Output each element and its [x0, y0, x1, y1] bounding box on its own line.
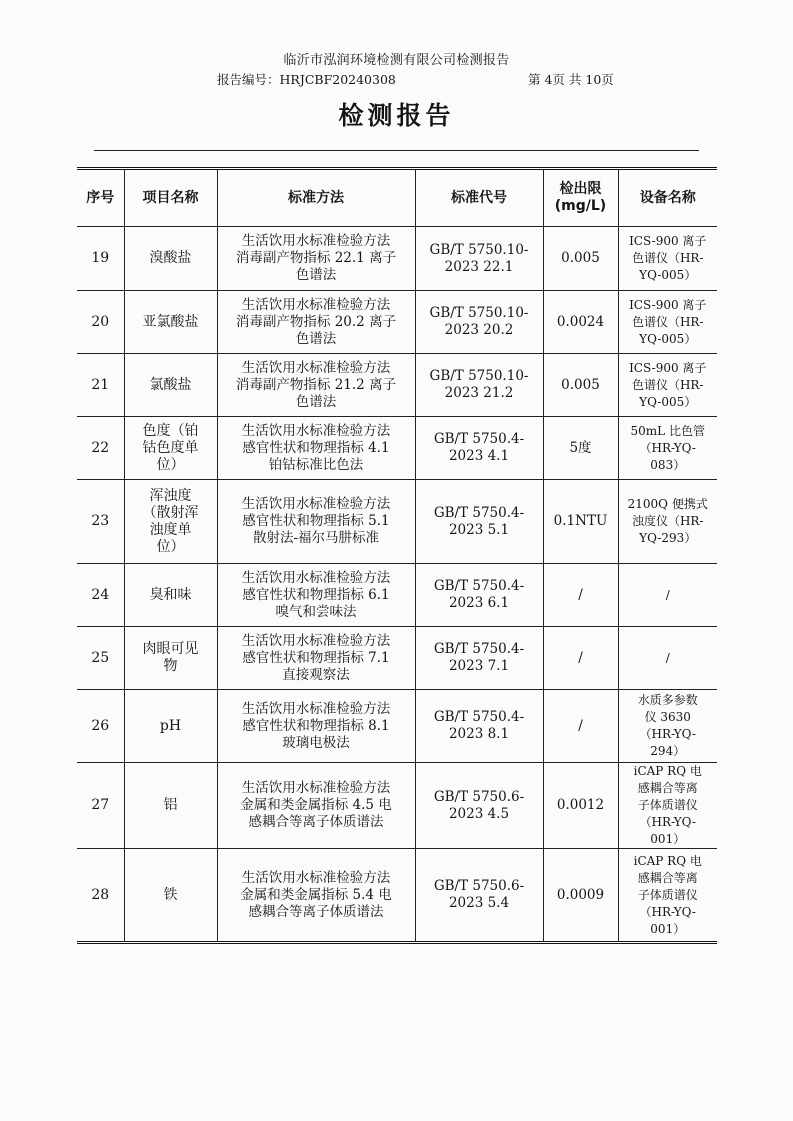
cell-standard-code [415, 564, 543, 627]
cell-standard-code [415, 417, 543, 480]
code-line: GB/T 5750.4- [433, 709, 525, 725]
cell-detection-limit: 5度 [543, 417, 618, 480]
cell-detection-limit: / [543, 627, 618, 690]
cell-standard-method [217, 227, 415, 291]
cell-equipment [618, 763, 717, 849]
test-items-table [77, 167, 717, 944]
equipment-line: 子体质谱仪 [637, 887, 698, 902]
cell-detection-limit: 0.1NTU [543, 480, 618, 564]
item-name-line: （散射浑 [142, 504, 199, 521]
item-name-line: 肉眼可见 [142, 641, 199, 657]
cell-equipment [618, 690, 717, 763]
cell-standard-method [217, 690, 415, 763]
item-name-line: 物 [163, 658, 178, 674]
method-line: 色谱法 [295, 330, 337, 347]
method-line: 生活饮用水标准检验方法 [241, 359, 391, 376]
cell-standard-code [415, 227, 543, 291]
cell-equipment [618, 354, 717, 417]
col-header-item-name: 项目名称 [124, 169, 217, 227]
cell-detection-limit: 0.005 [543, 227, 618, 291]
item-name-line: 氯酸盐 [149, 376, 192, 393]
cell-standard-method [217, 564, 415, 627]
cell-standard-method [217, 763, 415, 849]
table-row [77, 763, 717, 849]
equipment-line: 083） [650, 457, 686, 472]
code-line: 2023 8.1 [448, 726, 510, 742]
table-body [77, 227, 717, 943]
cell-detection-limit: / [543, 690, 618, 763]
table-row [77, 480, 717, 564]
cell-serial-no: 23 [77, 480, 124, 564]
item-name-line: 位） [156, 456, 185, 473]
cell-standard-code [415, 763, 543, 849]
equipment-line: 仪 3630 [644, 710, 691, 724]
equipment-line: ICS-900 离子 [629, 297, 707, 312]
method-line: 玻璃电极法 [282, 734, 350, 751]
col-header-equipment: 设备名称 [618, 169, 717, 227]
equipment-line: ICS-900 离子 [629, 234, 707, 248]
cell-item-name [124, 417, 217, 480]
report-number: 报告编号：HRJCBF20240308 [217, 72, 396, 87]
cell-standard-code [415, 354, 543, 417]
equipment-line: 色谱仪（HR- [631, 314, 704, 329]
cell-item-name [124, 227, 217, 291]
cell-standard-code [415, 291, 543, 354]
cell-standard-method [217, 849, 415, 943]
method-line: 感官性状和物理指标 8.1 [242, 717, 390, 734]
method-line: 感官性状和物理指标 4.1 [242, 439, 390, 456]
cell-equipment [618, 480, 717, 564]
code-line: 2023 5.1 [448, 521, 510, 538]
cell-standard-code [415, 480, 543, 564]
equipment-line: 子体质谱仪 [637, 798, 698, 812]
method-line: 消毒副产物指标 20.2 离子 [235, 313, 397, 330]
method-line: 感官性状和物理指标 5.1 [242, 513, 390, 529]
cell-serial-no: 25 [77, 627, 124, 690]
method-line: 生活饮用水标准检验方法 [241, 233, 391, 249]
table-row [77, 564, 717, 627]
cell-item-name [124, 480, 217, 564]
table-row [77, 690, 717, 763]
cell-standard-code [415, 627, 543, 690]
method-line: 消毒副产物指标 22.1 离子 [235, 250, 397, 266]
cell-detection-limit: 0.0012 [543, 763, 618, 849]
code-line: GB/T 5750.10- [429, 368, 529, 384]
equipment-line: （HR-YQ- [639, 904, 696, 919]
method-line: 消毒副产物指标 21.2 离子 [235, 376, 397, 393]
code-line: GB/T 5750.4- [433, 431, 525, 447]
code-line: GB/T 5750.6- [433, 878, 525, 894]
item-name-line: 溴酸盐 [149, 250, 192, 266]
table-row [77, 627, 717, 690]
table-row [77, 849, 717, 943]
method-line: 金属和类金属指标 5.4 电 [240, 886, 392, 903]
code-line: GB/T 5750.4- [433, 504, 525, 521]
detection-limit-label: 检出限 [559, 181, 602, 197]
equipment-line: （HR-YQ- [639, 440, 696, 455]
equipment-line: YQ-005） [639, 331, 697, 346]
cell-detection-limit: 0.005 [543, 354, 618, 417]
code-line: GB/T 5750.10- [429, 241, 529, 258]
method-line: 散射法-福尔马肼标准 [252, 530, 380, 546]
method-line: 感耦合等离子体质谱法 [248, 814, 384, 830]
cell-standard-method [217, 480, 415, 564]
code-line: GB/T 5750.6- [433, 788, 525, 805]
method-line: 生活饮用水标准检验方法 [241, 869, 391, 886]
equipment-line: ICS-900 离子 [629, 360, 707, 375]
cell-item-name [124, 354, 217, 417]
code-line: GB/T 5750.4- [433, 578, 525, 594]
cell-standard-code [415, 690, 543, 763]
item-name-line: 臭和味 [149, 586, 192, 603]
table-row [77, 354, 717, 417]
item-name-line: pH [159, 717, 182, 734]
cell-item-name [124, 849, 217, 943]
equipment-line: / [665, 650, 670, 665]
equipment-line: 001） [650, 921, 686, 936]
table-row [77, 291, 717, 354]
method-line: 色谱法 [295, 393, 337, 410]
page-indicator: 第 4页 共 10页 [528, 72, 614, 87]
method-line: 生活饮用水标准检验方法 [241, 632, 391, 649]
col-header-standard-code: 标准代号 [415, 169, 543, 227]
code-line: 2023 4.1 [448, 448, 510, 464]
method-line: 生活饮用水标准检验方法 [241, 422, 391, 439]
cell-serial-no: 26 [77, 690, 124, 763]
cell-equipment [618, 417, 717, 480]
cell-standard-method [217, 417, 415, 480]
table-row [77, 417, 717, 480]
cell-standard-method [217, 354, 415, 417]
equipment-line: 2100Q 便携式 [627, 497, 708, 511]
equipment-line: iCAP RQ 电 [633, 764, 702, 778]
code-line: 2023 6.1 [448, 595, 510, 611]
equipment-line: 水质多参数 [637, 693, 698, 707]
equipment-line: YQ-293） [639, 531, 697, 545]
code-line: GB/T 5750.10- [429, 305, 529, 321]
cell-item-name [124, 763, 217, 849]
method-line: 嗅气和尝味法 [275, 603, 357, 620]
cell-item-name [124, 564, 217, 627]
detection-limit-unit: (mg/L) [554, 198, 607, 214]
equipment-line: YQ-005） [639, 394, 697, 409]
cell-item-name [124, 627, 217, 690]
cell-standard-method [217, 627, 415, 690]
equipment-line: YQ-005） [639, 268, 697, 282]
equipment-line: iCAP RQ 电 [633, 853, 702, 868]
cell-equipment [618, 627, 717, 690]
equipment-line: （HR-YQ- [639, 815, 696, 829]
code-line: 2023 22.1 [444, 258, 514, 275]
document-title: 检测报告 [338, 101, 455, 130]
item-name-line: 亚氯酸盐 [142, 313, 199, 330]
item-name-line: 铝 [163, 797, 178, 813]
item-name-line: 位） [156, 538, 185, 555]
method-line: 直接观察法 [282, 666, 350, 683]
cell-item-name [124, 690, 217, 763]
method-line: 生活饮用水标准检验方法 [241, 569, 391, 586]
code-line: 2023 4.5 [448, 805, 510, 822]
code-line: GB/T 5750.4- [433, 641, 525, 657]
code-line: 2023 20.2 [444, 322, 514, 338]
method-line: 铂钴标准比色法 [268, 456, 364, 473]
method-line: 生活饮用水标准检验方法 [241, 700, 391, 717]
code-line: 2023 5.4 [448, 895, 510, 911]
equipment-line: （HR-YQ- [639, 727, 696, 741]
method-line: 色谱法 [295, 267, 337, 283]
item-name-line: 铁 [163, 886, 178, 903]
method-line: 生活饮用水标准检验方法 [241, 780, 391, 796]
method-line: 感官性状和物理指标 7.1 [242, 649, 390, 666]
title-underline [94, 150, 699, 151]
equipment-line: 50mL 比色管 [630, 423, 705, 438]
equipment-line: 感耦合等离 [637, 781, 698, 795]
equipment-line: 色谱仪（HR- [631, 377, 704, 392]
item-name-line: 浊度单 [149, 521, 192, 538]
cell-detection-limit: 0.0024 [543, 291, 618, 354]
cell-equipment [618, 849, 717, 943]
cell-serial-no: 27 [77, 763, 124, 849]
equipment-line: 感耦合等离 [637, 870, 698, 885]
item-name-line: 色度（铂 [142, 422, 199, 439]
cell-standard-method [217, 291, 415, 354]
cell-serial-no: 24 [77, 564, 124, 627]
method-line: 金属和类金属指标 4.5 电 [240, 797, 392, 813]
method-line: 生活饮用水标准检验方法 [241, 496, 391, 512]
method-line: 感官性状和物理指标 6.1 [242, 586, 390, 603]
cell-equipment [618, 227, 717, 291]
cell-equipment [618, 564, 717, 627]
cell-serial-no: 28 [77, 849, 124, 943]
cell-detection-limit: 0.0009 [543, 849, 618, 943]
equipment-line: 001） [650, 832, 686, 846]
cell-equipment [618, 291, 717, 354]
item-name-line: 浑浊度 [149, 487, 192, 504]
method-line: 生活饮用水标准检验方法 [241, 296, 391, 313]
col-header-no: 序号 [77, 169, 124, 227]
cell-serial-no: 19 [77, 227, 124, 291]
cell-serial-no: 21 [77, 354, 124, 417]
cell-serial-no: 22 [77, 417, 124, 480]
cell-serial-no: 20 [77, 291, 124, 354]
table-row [77, 227, 717, 291]
equipment-line: 色谱仪（HR- [631, 251, 704, 265]
cell-detection-limit: / [543, 564, 618, 627]
col-header-detection-limit [543, 169, 618, 227]
cell-standard-code [415, 849, 543, 943]
code-line: 2023 7.1 [448, 658, 510, 674]
equipment-line: 浊度仪（HR- [631, 514, 704, 528]
equipment-line: 294） [650, 744, 686, 758]
equipment-line: / [665, 587, 670, 602]
col-header-standard-method: 标准方法 [217, 169, 415, 227]
company-header: 临沂市泓润环境检测有限公司检测报告 [283, 53, 510, 68]
code-line: 2023 21.2 [444, 385, 514, 401]
item-name-line: 钴色度单 [142, 439, 199, 456]
table-header-row [77, 169, 717, 227]
cell-item-name [124, 291, 217, 354]
method-line: 感耦合等离子体质谱法 [248, 903, 384, 920]
